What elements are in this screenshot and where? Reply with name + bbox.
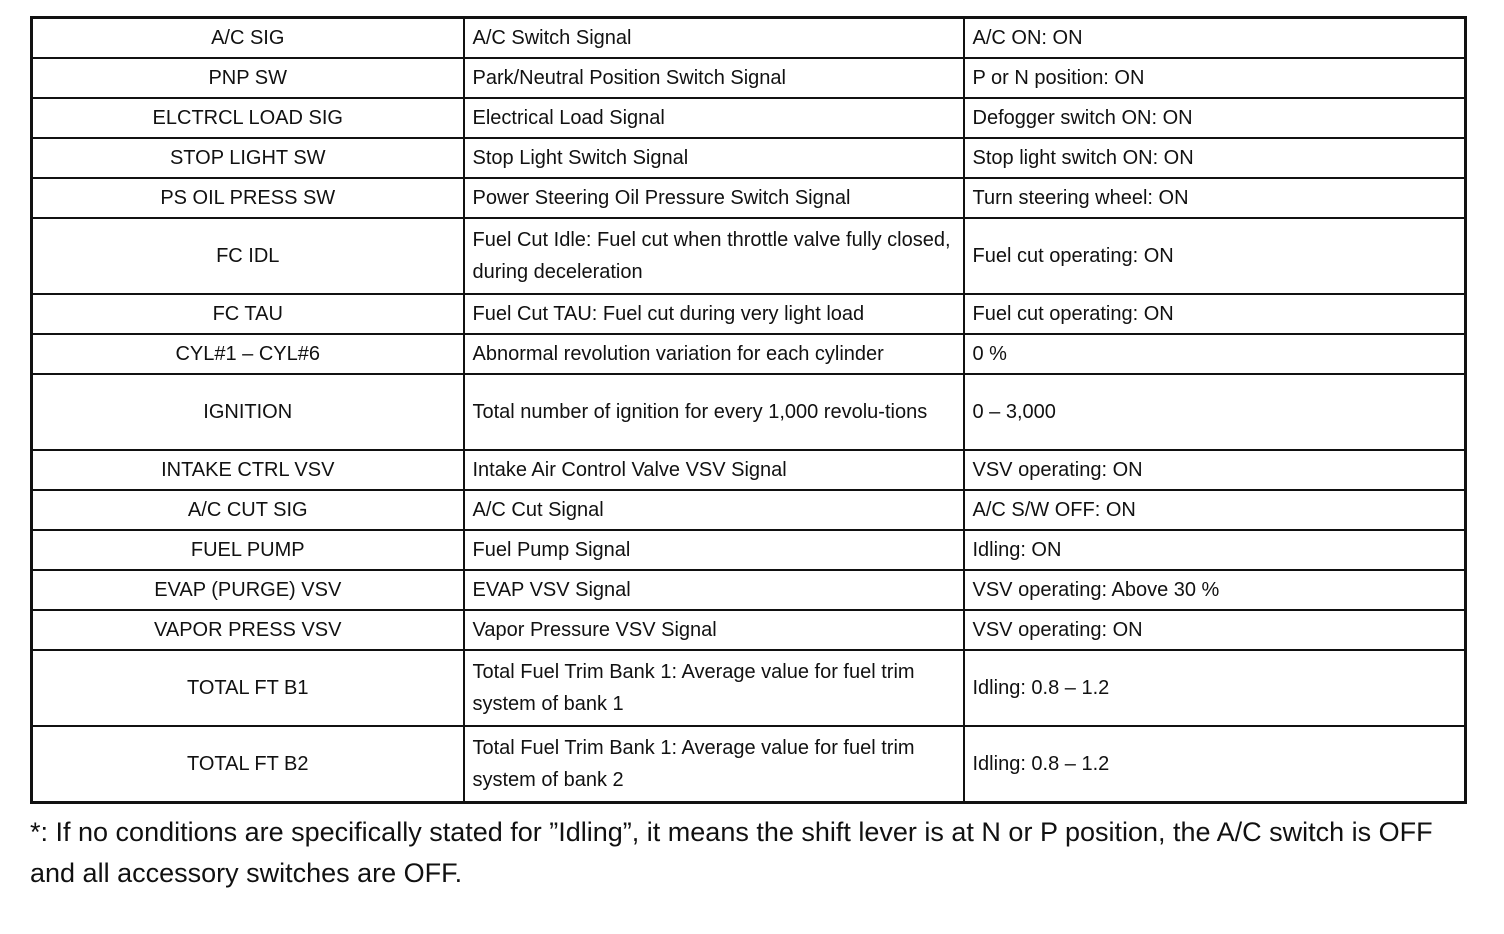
table-row: [32, 650, 1466, 726]
description-cell: Total Fuel Trim Bank 1: Average value for fuel trim system of bank 1: [464, 650, 964, 726]
table-row: [32, 530, 1466, 570]
item-cell: FC TAU: [32, 294, 464, 334]
page: [30, 16, 1464, 894]
item-cell: INTAKE CTRL VSV: [32, 450, 464, 490]
item-cell: IGNITION: [32, 374, 464, 450]
description-cell: Total Fuel Trim Bank 1: Average value for fuel trim system of bank 2: [464, 726, 964, 803]
description-cell: Electrical Load Signal: [464, 98, 964, 138]
table-row: [32, 334, 1466, 374]
item-cell: FC IDL: [32, 218, 464, 294]
table-row: [32, 58, 1466, 98]
item-cell: PNP SW: [32, 58, 464, 98]
condition-cell: Fuel cut operating: ON: [964, 294, 1466, 334]
condition-cell: 0 %: [964, 334, 1466, 374]
condition-cell: VSV operating: Above 30 %: [964, 570, 1466, 610]
item-cell: FUEL PUMP: [32, 530, 464, 570]
description-cell: Abnormal revolution variation for each cylinder: [464, 334, 964, 374]
table-row: [32, 450, 1466, 490]
table-row: [32, 374, 1466, 450]
item-cell: A/C CUT SIG: [32, 490, 464, 530]
condition-cell: A/C ON: ON: [964, 18, 1466, 59]
table-row: [32, 294, 1466, 334]
item-cell: TOTAL FT B2: [32, 726, 464, 803]
description-cell: EVAP VSV Signal: [464, 570, 964, 610]
item-cell: EVAP (PURGE) VSV: [32, 570, 464, 610]
item-cell: CYL#1 – CYL#6: [32, 334, 464, 374]
description-cell: Fuel Cut Idle: Fuel cut when throttle valve fully closed, during deceleration: [464, 218, 964, 294]
description-cell: Park/Neutral Position Switch Signal: [464, 58, 964, 98]
table-row: [32, 138, 1466, 178]
table-row: [32, 726, 1466, 803]
item-cell: VAPOR PRESS VSV: [32, 610, 464, 650]
condition-cell: Stop light switch ON: ON: [964, 138, 1466, 178]
condition-cell: Turn steering wheel: ON: [964, 178, 1466, 218]
condition-cell: A/C S/W OFF: ON: [964, 490, 1466, 530]
description-cell: Fuel Pump Signal: [464, 530, 964, 570]
table-row: [32, 570, 1466, 610]
item-cell: STOP LIGHT SW: [32, 138, 464, 178]
condition-cell: 0 – 3,000: [964, 374, 1466, 450]
table-row: [32, 178, 1466, 218]
description-cell: Power Steering Oil Pressure Switch Signal: [464, 178, 964, 218]
footnote: *: If no conditions are specifically stated for ”Idling”, it means the shift lever is at N or P position, the A/C switch is OFF and all accessory switches are OFF.: [30, 817, 1433, 888]
condition-cell: Idling: ON: [964, 530, 1466, 570]
description-cell: Intake Air Control Valve VSV Signal: [464, 450, 964, 490]
item-cell: TOTAL FT B1: [32, 650, 464, 726]
description-cell: A/C Cut Signal: [464, 490, 964, 530]
data-list-table: [30, 16, 1467, 804]
condition-cell: VSV operating: ON: [964, 450, 1466, 490]
condition-cell: Fuel cut operating: ON: [964, 218, 1466, 294]
description-cell: Total number of ignition for every 1,000 revolu-tions: [464, 374, 964, 450]
condition-cell: Defogger switch ON: ON: [964, 98, 1466, 138]
description-cell: Vapor Pressure VSV Signal: [464, 610, 964, 650]
item-cell: PS OIL PRESS SW: [32, 178, 464, 218]
description-cell: Fuel Cut TAU: Fuel cut during very light load: [464, 294, 964, 334]
item-cell: ELCTRCL LOAD SIG: [32, 98, 464, 138]
table-row: [32, 490, 1466, 530]
item-cell: A/C SIG: [32, 18, 464, 59]
condition-cell: Idling: 0.8 – 1.2: [964, 726, 1466, 803]
table-row: [32, 18, 1466, 59]
description-cell: A/C Switch Signal: [464, 18, 964, 59]
table-row: [32, 610, 1466, 650]
description-cell: Stop Light Switch Signal: [464, 138, 964, 178]
condition-cell: P or N position: ON: [964, 58, 1466, 98]
condition-cell: Idling: 0.8 – 1.2: [964, 650, 1466, 726]
table-row: [32, 98, 1466, 138]
condition-cell: VSV operating: ON: [964, 610, 1466, 650]
table-row: [32, 218, 1466, 294]
